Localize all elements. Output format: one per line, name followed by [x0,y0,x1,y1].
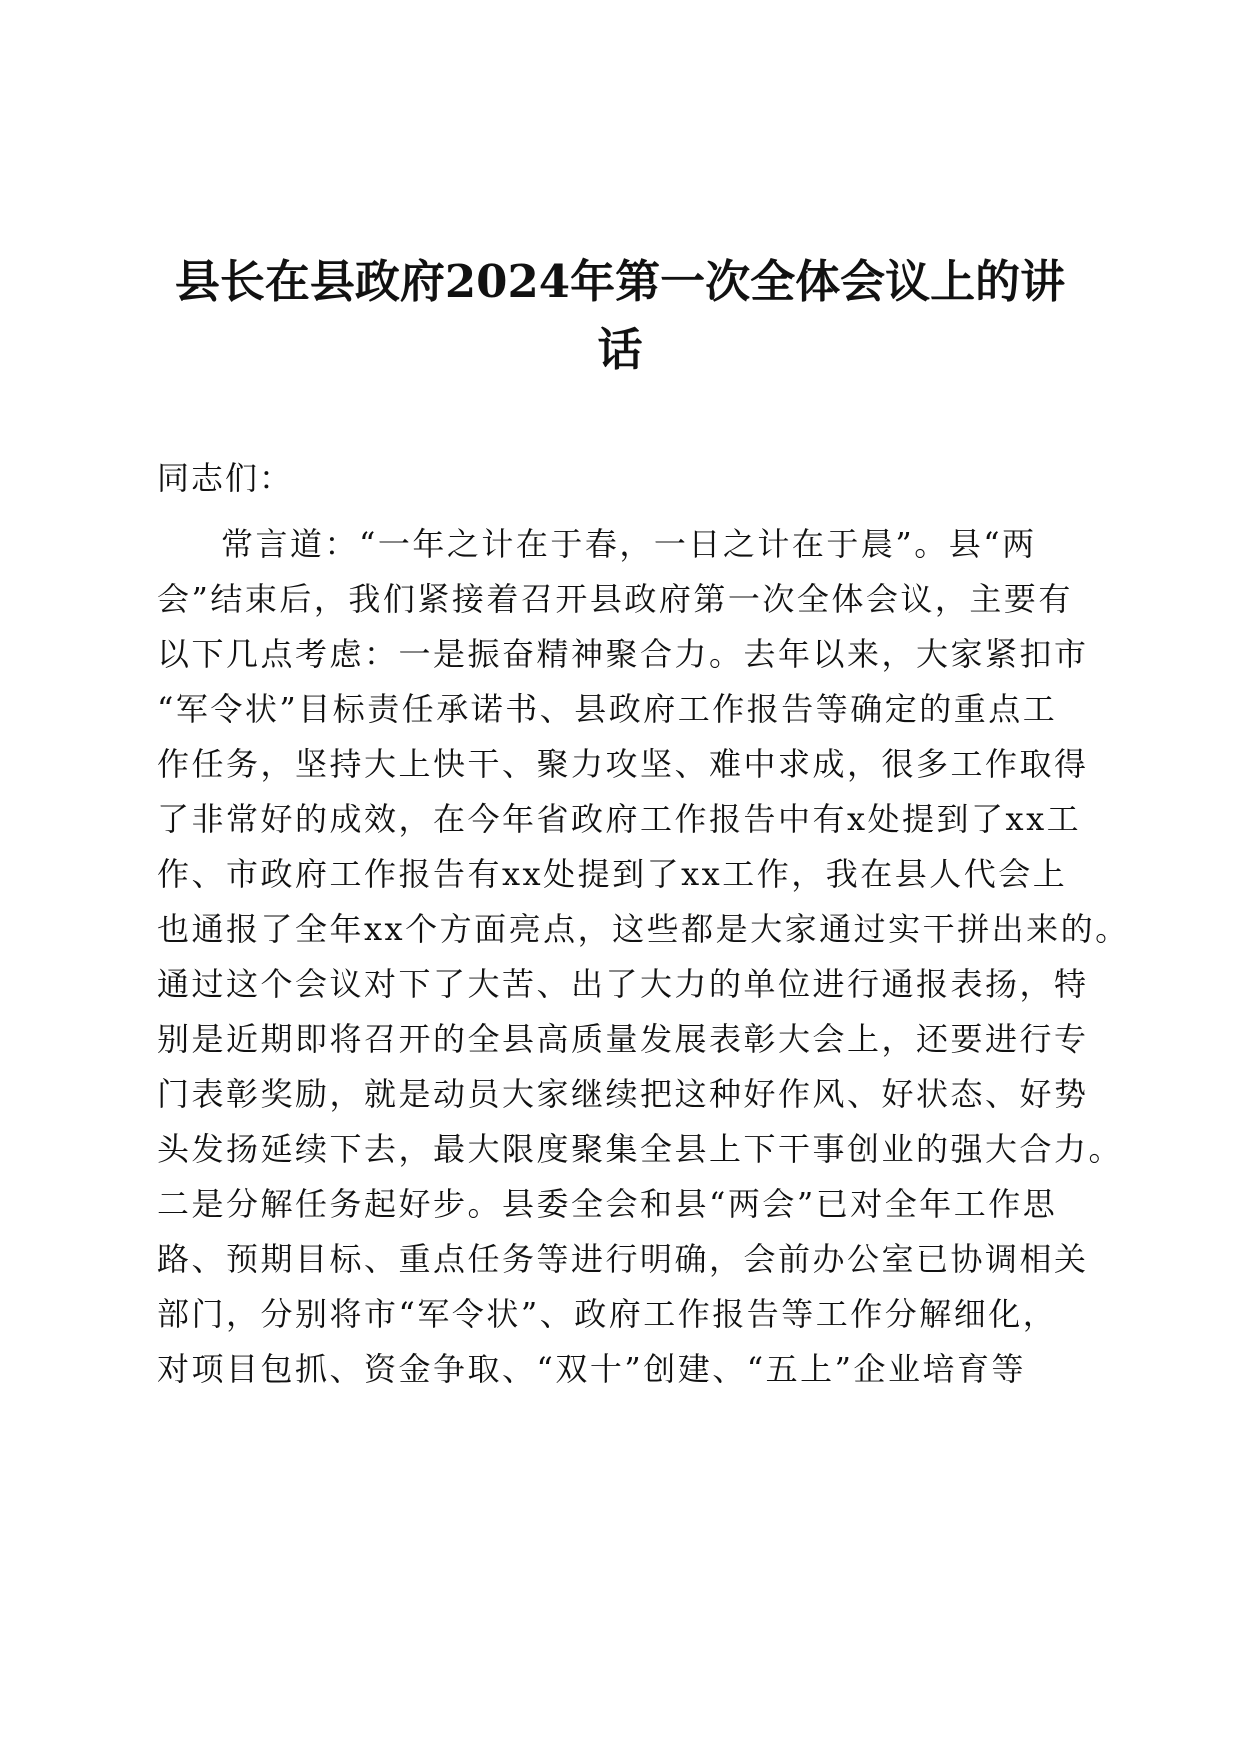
document-title [160,248,1080,384]
body-line: 别是近期即将召开的全县高质量发展表彰大会上，还要进行专 [157,1020,1089,1058]
body-line: 作、市政府工作报告有xx处提到了xx工作，我在县人代会上 [157,855,1068,893]
body-line: 以下几点考虑：一是振奋精神聚合力。去年以来，大家紧扣市 [157,635,1089,673]
title-line-2: 话 [597,323,643,376]
body-line: 常言道：“一年之计在于春，一日之计在于晨”。县“两 [221,525,1037,563]
body-line: 对项目包抓、资金争取、“双十”创建、“五上”企业培育等 [157,1350,1026,1388]
body-line: “军令状”目标责任承诺书、县政府工作报告等确定的重点工 [157,690,1058,728]
body-line: 头发扬延续下去，最大限度聚集全县上下干事创业的强大合力。 [157,1130,1124,1168]
body-line: 门表彰奖励，就是动员大家继续把这种好作风、好状态、好势 [157,1075,1089,1113]
salutation: 同志们： [157,459,294,497]
body-line: 了非常好的成效，在今年省政府工作报告中有x处提到了xx工 [157,800,1082,838]
body-line: 会”结束后，我们紧接着召开县政府第一次全体会议，主要有 [157,580,1073,618]
body-line: 部门，分别将市“军令状”、政府工作报告等工作分解细化， [157,1295,1058,1333]
body-line: 通过这个会议对下了大苦、出了大力的单位进行通报表扬，特 [157,965,1089,1003]
body-line: 也通报了全年xx个方面亮点，这些都是大家通过实干拼出来的。 [157,910,1130,948]
body-line: 路、预期目标、重点任务等进行明确，会前办公室已协调相关 [157,1240,1089,1278]
speech-body [157,517,1130,1397]
body-line: 作任务，坚持大上快干、聚力攻坚、难中求成，很多工作取得 [157,745,1089,783]
body-line: 二是分解任务起好步。县委全会和县“两会”已对全年工作思 [157,1185,1058,1223]
title-line-1: 县长在县政府2024年第一次全体会议上的讲 [174,255,1066,308]
